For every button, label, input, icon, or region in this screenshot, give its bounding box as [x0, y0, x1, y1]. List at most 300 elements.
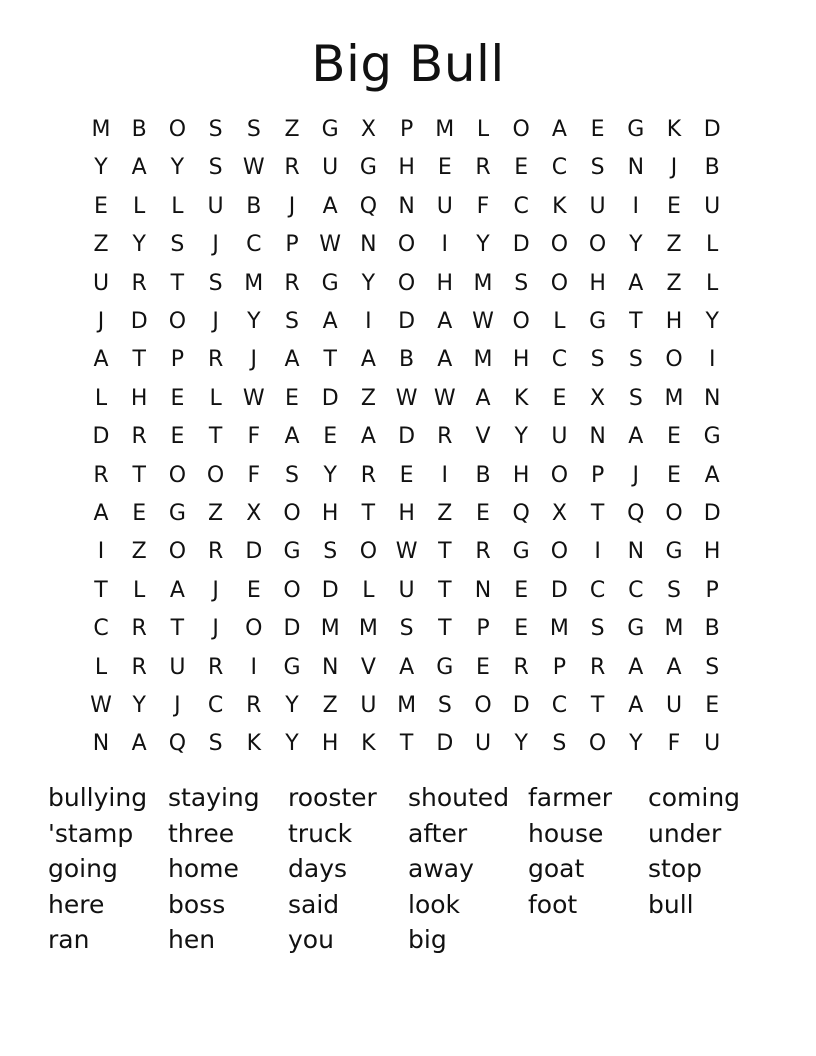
grid-letter: J	[212, 616, 219, 642]
grid-letter: R	[589, 654, 606, 680]
grid-letter: S	[285, 462, 299, 488]
grid-letter: E	[94, 193, 108, 219]
grid-letter: U	[551, 424, 568, 450]
grid-letter: D	[321, 385, 339, 411]
grid-letter: I	[97, 539, 105, 565]
grid-letter: J	[670, 155, 678, 181]
grid-letter: S	[552, 731, 567, 757]
grid-letter: E	[170, 385, 185, 411]
grid-letter: N	[321, 654, 339, 680]
grid-letter: A	[628, 424, 644, 450]
grid-letter: B	[704, 155, 720, 181]
grid-letter: U	[474, 731, 492, 757]
word-list-item: you	[288, 925, 334, 954]
grid-letter: D	[283, 616, 301, 642]
grid-letter: I	[250, 654, 258, 680]
grid-letter: O	[359, 539, 378, 565]
grid-letter: O	[168, 309, 187, 334]
grid-letter: L	[706, 232, 719, 258]
grid-letter: A	[322, 193, 338, 219]
grid-letter: L	[476, 117, 490, 142]
grid-letter: Z	[666, 270, 682, 296]
grid-letter: T	[170, 616, 185, 642]
grid-letter: A	[131, 155, 147, 181]
grid-letter: Q	[512, 501, 530, 526]
grid-letter: I	[708, 347, 716, 373]
grid-letter: R	[131, 654, 147, 680]
grid-letter: S	[590, 155, 605, 181]
grid-letter: B	[131, 117, 147, 142]
grid-letter: U	[92, 270, 110, 296]
grid-letter: A	[437, 347, 453, 373]
grid-letter: M	[664, 385, 684, 411]
grid-letter: U	[207, 193, 224, 219]
grid-letter: A	[666, 654, 682, 680]
grid-letter: U	[665, 693, 683, 718]
grid-letter: O	[474, 693, 492, 718]
word-list-item: rooster	[288, 783, 377, 812]
grid-letter: E	[399, 462, 414, 488]
grid-letter: P	[552, 654, 567, 680]
grid-letter: O	[550, 232, 569, 258]
grid-letter: C	[513, 193, 529, 219]
grid-letter: Z	[208, 501, 224, 526]
grid-letter: R	[207, 539, 224, 565]
grid-letter: E	[514, 155, 529, 181]
grid-letter: J	[632, 462, 640, 488]
grid-letter: E	[667, 424, 681, 450]
grid-letter: Y	[514, 424, 528, 450]
grid-letter: B	[399, 347, 415, 373]
grid-letter: S	[399, 616, 414, 642]
grid-letter: G	[283, 654, 301, 680]
word-list-item: boss	[168, 889, 226, 919]
grid-letter: M	[91, 117, 111, 142]
grid-letter: J	[174, 693, 181, 718]
grid-letter: E	[705, 693, 720, 718]
grid-letter: A	[284, 347, 300, 373]
grid-letter: O	[665, 347, 683, 373]
grid-letter: E	[514, 616, 529, 642]
grid-letter: F	[247, 462, 261, 488]
grid-letter: U	[589, 193, 606, 219]
grid-letter: C	[93, 616, 109, 642]
word-list-item: house	[528, 818, 604, 848]
grid-letter: P	[705, 577, 719, 603]
grid-letter: Y	[170, 155, 185, 181]
grid-letter: S	[208, 731, 223, 757]
grid-letter: P	[590, 462, 605, 488]
grid-letter: G	[321, 117, 339, 142]
grid-letter: G	[168, 501, 186, 526]
grid-letter: M	[473, 347, 493, 373]
grid-letter: Y	[285, 693, 299, 718]
grid-letter: F	[667, 731, 681, 757]
grid-letter: N	[360, 232, 377, 258]
grid-letter: R	[131, 424, 147, 450]
grid-letter: L	[362, 577, 375, 603]
word-list-item: big	[408, 925, 447, 954]
grid-letter: D	[321, 577, 339, 603]
word-list-item: 'stamp	[48, 818, 134, 848]
grid-letter: U	[169, 654, 186, 680]
grid-letter: L	[133, 193, 146, 219]
grid-letter: E	[285, 385, 299, 411]
grid-letter: I	[365, 309, 372, 334]
grid-letter: R	[246, 693, 262, 718]
grid-letter: A	[93, 347, 109, 373]
grid-letter: E	[590, 117, 605, 142]
grid-letter: T	[590, 501, 605, 526]
grid-letter: N	[589, 424, 606, 450]
grid-letter: G	[665, 539, 683, 565]
grid-letter: R	[360, 462, 377, 488]
grid-letter: S	[246, 117, 261, 142]
grid-letter: T	[170, 270, 185, 296]
grid-letter: H	[398, 155, 415, 181]
grid-letter: I	[632, 193, 640, 219]
word-list-item: bullying	[48, 783, 148, 812]
grid-letter: Y	[132, 232, 146, 258]
grid-letter: W	[242, 155, 265, 181]
grid-letter: N	[474, 577, 492, 603]
grid-letter: H	[130, 385, 148, 411]
grid-letter: J	[212, 577, 219, 603]
grid-letter: I	[594, 539, 601, 565]
grid-letter: D	[130, 309, 148, 334]
grid-letter: Z	[360, 385, 376, 411]
grid-letter: J	[250, 347, 258, 373]
grid-letter: Z	[666, 232, 682, 258]
grid-letter: T	[361, 501, 376, 526]
grid-letter: P	[170, 347, 185, 373]
grid-letter: A	[628, 693, 644, 718]
grid-letter: Z	[437, 501, 453, 526]
grid-letter: E	[170, 424, 185, 450]
grid-letter: J	[288, 193, 296, 219]
grid-letter: H	[398, 501, 415, 526]
word-list-item: home	[168, 854, 239, 883]
grid-letter: H	[703, 539, 721, 565]
grid-letter: R	[513, 654, 529, 680]
grid-letter: I	[441, 232, 449, 258]
grid-letter: R	[131, 270, 147, 296]
grid-letter: K	[552, 193, 567, 219]
word-list-item: stop	[648, 854, 702, 883]
grid-letter: S	[437, 693, 452, 718]
grid-letter: P	[476, 616, 490, 642]
grid-letter: C	[246, 232, 262, 258]
word-list-item: after	[408, 818, 468, 848]
grid-letter: A	[169, 577, 185, 603]
grid-letter: Y	[476, 232, 490, 258]
grid-letter: V	[475, 424, 491, 450]
grid-letter: N	[398, 193, 415, 219]
grid-letter: E	[667, 193, 681, 219]
word-list-item: here	[48, 889, 105, 919]
grid-letter: G	[589, 309, 607, 334]
grid-letter: T	[438, 616, 452, 642]
grid-letter: A	[628, 654, 644, 680]
grid-letter: R	[475, 155, 491, 181]
word-list-item: going	[48, 854, 118, 883]
grid-letter: O	[665, 501, 683, 526]
grid-letter: G	[283, 539, 301, 565]
grid-letter: H	[512, 347, 530, 373]
grid-letter: Y	[514, 731, 528, 757]
grid-letter: Y	[323, 462, 337, 488]
grid-letter: H	[665, 309, 683, 334]
grid-letter: O	[168, 462, 187, 488]
grid-letter: W	[319, 232, 342, 258]
grid-letter: D	[398, 309, 416, 334]
grid-letter: A	[475, 385, 491, 411]
grid-letter: U	[436, 193, 453, 219]
word-list-item: shouted	[408, 783, 510, 812]
grid-letter: E	[476, 654, 490, 680]
grid-letter: M	[320, 616, 340, 642]
grid-letter: Y	[247, 309, 261, 334]
grid-letter: D	[512, 232, 530, 258]
grid-letter: Z	[284, 117, 300, 142]
grid-letter: T	[438, 577, 452, 603]
puzzle-title: Big Bull	[311, 35, 505, 93]
grid-letter: O	[283, 577, 301, 603]
grid-letter: P	[399, 117, 414, 142]
grid-letter: W	[433, 385, 456, 411]
word-list-item: coming	[648, 783, 741, 812]
grid-letter: H	[512, 462, 530, 488]
grid-letter: G	[359, 155, 377, 181]
grid-letter: Y	[132, 693, 146, 718]
grid-letter: L	[94, 654, 108, 680]
grid-letter: H	[321, 501, 339, 526]
grid-letter: E	[667, 462, 681, 488]
grid-letter: B	[475, 462, 491, 488]
word-list-item: staying	[168, 783, 260, 812]
grid-letter: K	[513, 385, 529, 411]
grid-letter: S	[705, 654, 720, 680]
grid-letter: G	[627, 117, 645, 142]
grid-letter: N	[92, 731, 110, 757]
grid-letter: S	[208, 270, 223, 296]
grid-letter: S	[323, 539, 338, 565]
grid-letter: Q	[359, 193, 378, 219]
grid-letter: G	[703, 424, 721, 450]
grid-letter: E	[323, 424, 338, 450]
grid-letter: S	[590, 616, 605, 642]
grid-letter: R	[284, 155, 300, 181]
grid-letter: S	[514, 270, 529, 296]
grid-letter: C	[551, 347, 568, 373]
grid-letter: H	[436, 270, 454, 296]
grid-letter: O	[512, 309, 530, 334]
grid-letter: E	[132, 501, 147, 526]
grid-letter: G	[627, 616, 645, 642]
grid-letter: B	[704, 616, 720, 642]
grid-letter: S	[170, 232, 185, 258]
grid-letter: C	[551, 693, 568, 718]
word-list-item: goat	[528, 854, 585, 883]
grid-letter: E	[514, 577, 529, 603]
grid-letter: L	[171, 193, 184, 219]
grid-letter: Y	[629, 232, 643, 258]
grid-letter: L	[706, 270, 719, 296]
grid-letter: X	[246, 501, 262, 526]
grid-letter: Y	[361, 270, 376, 296]
grid-letter: T	[132, 347, 146, 373]
grid-letter: D	[512, 693, 530, 718]
grid-letter: R	[131, 616, 147, 642]
grid-letter: W	[395, 539, 418, 565]
grid-letter: F	[476, 193, 490, 219]
grid-letter: Y	[705, 309, 719, 334]
grid-letter: A	[551, 117, 567, 142]
grid-letter: U	[704, 193, 721, 219]
grid-letter: O	[168, 539, 187, 565]
grid-letter: S	[208, 117, 223, 142]
grid-letter: E	[437, 155, 452, 181]
grid-letter: R	[207, 347, 224, 373]
grid-letter: T	[399, 731, 414, 757]
grid-letter: J	[212, 309, 219, 334]
grid-letter: K	[666, 117, 682, 142]
grid-letter: B	[246, 193, 262, 219]
grid-letter: R	[437, 424, 453, 450]
grid-letter: D	[245, 539, 263, 565]
word-list-item: away	[408, 854, 474, 883]
grid-letter: T	[590, 693, 605, 718]
grid-letter: S	[667, 577, 681, 603]
grid-letter: H	[589, 270, 606, 296]
grid-letter: K	[361, 731, 376, 757]
grid-letter: G	[436, 654, 454, 680]
grid-letter: T	[629, 309, 643, 334]
word-list-item: ran	[48, 925, 90, 954]
grid-letter: A	[360, 347, 376, 373]
grid-letter: C	[628, 577, 644, 603]
grid-letter: R	[93, 462, 109, 488]
grid-letter: O	[283, 501, 301, 526]
word-list-item: said	[288, 889, 340, 919]
grid-letter: W	[395, 385, 418, 411]
word-list-item: foot	[528, 889, 578, 919]
grid-letter: G	[512, 539, 530, 565]
grid-letter: A	[131, 731, 147, 757]
grid-letter: W	[90, 693, 112, 718]
grid-letter: T	[208, 424, 223, 450]
grid-letter: N	[627, 539, 645, 565]
grid-letter: Z	[93, 232, 109, 258]
grid-letter: D	[703, 117, 721, 142]
grid-letter: C	[551, 155, 568, 181]
grid-letter: A	[437, 309, 453, 334]
grid-letter: L	[553, 309, 566, 334]
word-list-item: farmer	[528, 783, 612, 812]
grid-letter: Z	[322, 693, 338, 718]
grid-letter: A	[284, 424, 300, 450]
grid-letter: M	[397, 693, 417, 718]
grid-letter: O	[245, 616, 263, 642]
word-list-item: bull	[648, 889, 694, 919]
grid-letter: D	[550, 577, 568, 603]
grid-letter: F	[247, 424, 261, 450]
grid-letter: G	[321, 270, 339, 296]
grid-letter: S	[628, 347, 643, 373]
grid-letter: M	[358, 616, 378, 642]
grid-letter: O	[550, 270, 569, 296]
grid-letter: Q	[627, 501, 645, 526]
grid-letter: A	[93, 501, 109, 526]
grid-letter: T	[323, 347, 337, 373]
grid-letter: S	[628, 385, 643, 411]
grid-letter: T	[94, 577, 108, 603]
grid-letter: M	[664, 616, 684, 642]
grid-letter: X	[590, 385, 606, 411]
grid-letter: Y	[94, 155, 108, 181]
grid-letter: L	[209, 385, 222, 411]
grid-letter: C	[589, 577, 606, 603]
grid-letter: M	[244, 270, 264, 296]
grid-letter: M	[549, 616, 569, 642]
grid-letter: W	[242, 385, 265, 411]
grid-letter: Q	[168, 731, 187, 757]
grid-letter: U	[398, 577, 415, 603]
grid-letter: U	[360, 693, 377, 718]
grid-letter: O	[206, 462, 225, 488]
grid-letter: T	[132, 462, 146, 488]
word-list-item: hen	[168, 925, 216, 954]
grid-letter: Y	[629, 731, 643, 757]
grid-letter: O	[550, 462, 569, 488]
grid-letter: D	[398, 424, 416, 450]
grid-letter: J	[97, 309, 105, 334]
grid-letter: X	[360, 117, 376, 142]
grid-letter: V	[360, 654, 376, 680]
grid-letter: O	[512, 117, 530, 142]
grid-letter: A	[704, 462, 720, 488]
grid-letter: X	[551, 501, 567, 526]
grid-letter: C	[207, 693, 224, 718]
grid-letter: U	[322, 155, 339, 181]
grid-letter: T	[438, 539, 452, 565]
grid-letter: A	[628, 270, 644, 296]
grid-letter: E	[552, 385, 567, 411]
grid-letter: J	[212, 232, 219, 258]
grid-letter: O	[168, 117, 187, 142]
grid-letter: M	[435, 117, 455, 142]
grid-letter: A	[322, 309, 338, 334]
word-list-item: truck	[288, 818, 353, 848]
grid-letter: O	[397, 232, 416, 258]
grid-letter: O	[588, 232, 607, 258]
grid-letter: Y	[285, 731, 299, 757]
grid-letter: E	[476, 501, 490, 526]
grid-letter: K	[246, 731, 262, 757]
grid-letter: A	[399, 654, 415, 680]
grid-letter: N	[703, 385, 721, 411]
grid-letter: M	[473, 270, 493, 296]
grid-letter: P	[285, 232, 299, 258]
grid-letter: I	[441, 462, 449, 488]
word-list-item: under	[648, 818, 722, 848]
word-list-item: days	[288, 854, 348, 883]
grid-letter: S	[285, 309, 299, 334]
grid-letter: S	[208, 155, 223, 181]
grid-letter: O	[397, 270, 416, 296]
grid-letter: W	[472, 309, 494, 334]
word-list-item: look	[408, 889, 461, 919]
